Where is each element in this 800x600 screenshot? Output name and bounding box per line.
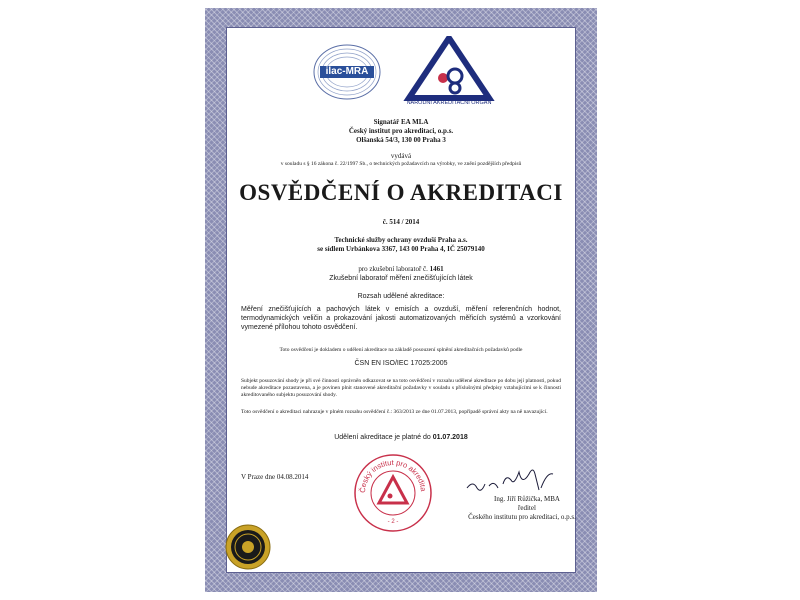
certificate [205,8,597,592]
stamp-number: - 2 - [387,519,399,525]
conditions-text: Subjekt posuzování shody je při své činnosti oprávněn odkazovat se na toto osvědčení v rozsahu udělené akreditace po dobu její platnosti, pokud nebude akreditace pozastavena, a je povinen plnit stanovené akreditační požadavky v souladu s příslušnými předpisy vztahujícími se k činnosti akreditovaného subjektu posuzování shody. [241,378,561,398]
issue-law: v souladu s § 16 zákona č. 22/1997 Sb., o technických požadavcích na výrobky, ve znění pozdějších předpisů [280,161,522,167]
scope-heading: Rozsah udělené akreditace: [357,293,445,300]
certificate-body [227,28,575,572]
lab-number: 1461 [429,265,444,273]
issue-vydava: vydává [390,152,412,160]
holder-address: se sídlem Urbánkova 3367, 143 00 Praha 4, IČ 25079140 [317,245,485,253]
header-line-1: Signatář EA MLA [373,118,429,126]
certificate-number: č. 514 / 2014 [382,218,420,226]
cai-logo [403,36,495,110]
holder-name: Technické služby ochrany ovzduší Praha a.s. [334,236,468,244]
signatory-role: ředitel [518,504,536,512]
validity-date: 01.07.2018 [432,434,468,441]
header-line-3: Olšanská 54/3, 130 00 Praha 3 [356,136,446,144]
scope-text: Měření znečišťujících a pachových látek v emisích a ovzduší, měření referenčních hodnot, termodynamických veličin a prokazování jakosti automatizovaných měřicích systémů a vzorkování vymezené přílohou tohoto osvědčení. [241,306,561,331]
standard: ČSN EN ISO/IEC 17025:2005 [354,360,448,367]
signatory-org: Českého institutu pro akreditaci, o.p.s. [468,513,576,521]
ilac-logo-text: ilac-MRA [325,66,369,77]
ilac-mra-logo [312,42,382,102]
stamp-text: Český institut pro akredita [357,457,428,494]
cai-caption: NÁRODNÍ AKREDITAČNÍ ORGÁN [406,100,492,106]
svg-text:Český institut pro akreditaci, [353,453,428,493]
proof-text: Toto osvědčení je dokladem o udělení akreditace na základě posouzení splnění akreditačních požadavků podle [279,347,523,353]
gold-seal [225,524,271,570]
signature [465,468,555,494]
lab-name: Zkušební laboratoř měření znečišťujících látek [329,275,473,282]
header-line-2: Český institut pro akreditaci, o.p.s. [348,127,454,135]
certificate-title: OSVĚDČENÍ O AKREDITACI [239,180,563,205]
lab-prefix: pro zkušební laboratoř č. [358,265,428,273]
validity-prefix: Udělení akreditace je platné do [334,434,431,441]
official-stamp [353,453,433,533]
lab-line [227,265,575,274]
place-date: V Praze dne 04.08.2014 [241,473,309,481]
validity-line [227,433,575,442]
signatory-name: Ing. Jiří Růžička, MBA [494,495,560,503]
replaces-text: Toto osvědčení o akreditaci nahrazuje v plném rozsahu osvědčení č.: 363/2013 ze dne 01.07.2013, popřípadě správní akty na ně navazující. [241,409,548,415]
